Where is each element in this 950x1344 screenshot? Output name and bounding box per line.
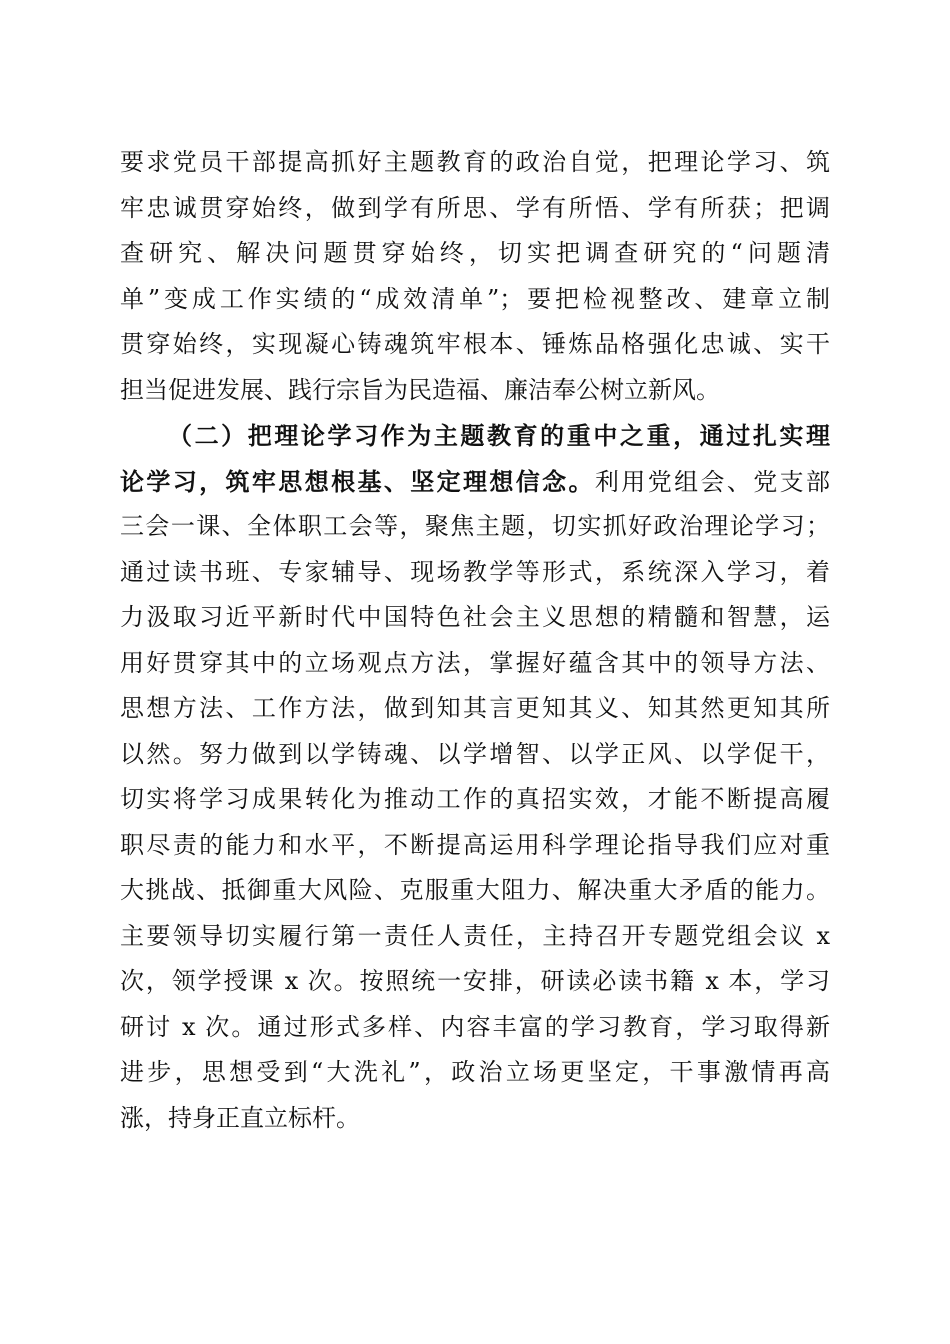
section-heading-line: （二）把理论学习作为主题教育的重中之重，通过扎实理	[168, 421, 830, 450]
text-line: 进步，思想受到“大洗礼”，政治立场更坚定，干事激情再高	[120, 1058, 830, 1086]
text-line: 要求党员干部提高抓好主题教育的政治自觉，把理论学习、筑	[120, 148, 830, 176]
text-line: 贯穿始终，实现凝心铸魂筑牢根本、锤炼品格强化忠诚、实干	[120, 330, 830, 358]
text-line: 主要领导切实履行第一责任人责任，主持召开专题党组会议 x	[120, 921, 830, 950]
text-line: 涨，持身正直立标杆。	[120, 1103, 360, 1132]
text-line: 牢忠诚贯穿始终，做到学有所思、学有所悟、学有所获；把调	[120, 193, 830, 222]
text-line: 用好贯穿其中的立场观点方法，掌握好蕴含其中的领导方法、	[120, 648, 830, 677]
text-line: 研讨 x 次。通过形式多样、内容丰富的学习教育，学习取得新	[120, 1012, 830, 1041]
paragraph-2	[120, 413, 830, 1141]
text-line: 担当促进发展、践行宗旨为民造福、廉洁奉公树立新风。	[120, 375, 720, 404]
text-line: 通过读书班、专家辅导、现场教学等形式，系统深入学习，着	[120, 557, 830, 586]
text-line: 次，领学授课 x 次。按照统一安排，研读必读书籍 x 本，学习	[120, 967, 830, 995]
section-heading-line: 论学习，筑牢思想根基、坚定理想信念。	[120, 466, 595, 496]
text-line: 三会一课、全体职工会等，聚焦主题，切实抓好政治理论学习；	[120, 512, 830, 540]
text-line: 大挑战、抵御重大风险、克服重大阻力、解决重大矛盾的能力。	[120, 876, 830, 904]
text-line: 单”变成工作实绩的“成效清单”；要把检视整改、建章立制	[120, 284, 830, 313]
text-segment: 利用党组会、党支部	[594, 467, 830, 496]
text-line: 以然。努力做到以学铸魂、以学增智、以学正风、以学促干，	[120, 739, 830, 768]
text-line: 查研究、解决问题贯穿始终，切实把调查研究的“问题清	[120, 239, 830, 267]
text-line: 力汲取习近平新时代中国特色社会主义思想的精髓和智慧，运	[120, 603, 830, 631]
mixed-line	[120, 459, 830, 505]
paragraph-1	[120, 140, 830, 413]
text-line: 切实将学习成果转化为推动工作的真招实效，才能不断提高履	[120, 785, 830, 813]
text-line: 思想方法、工作方法，做到知其言更知其义、知其然更知其所	[120, 694, 830, 722]
document-body	[120, 140, 830, 1141]
text-line: 职尽责的能力和水平，不断提高运用科学理论指导我们应对重	[120, 830, 830, 859]
